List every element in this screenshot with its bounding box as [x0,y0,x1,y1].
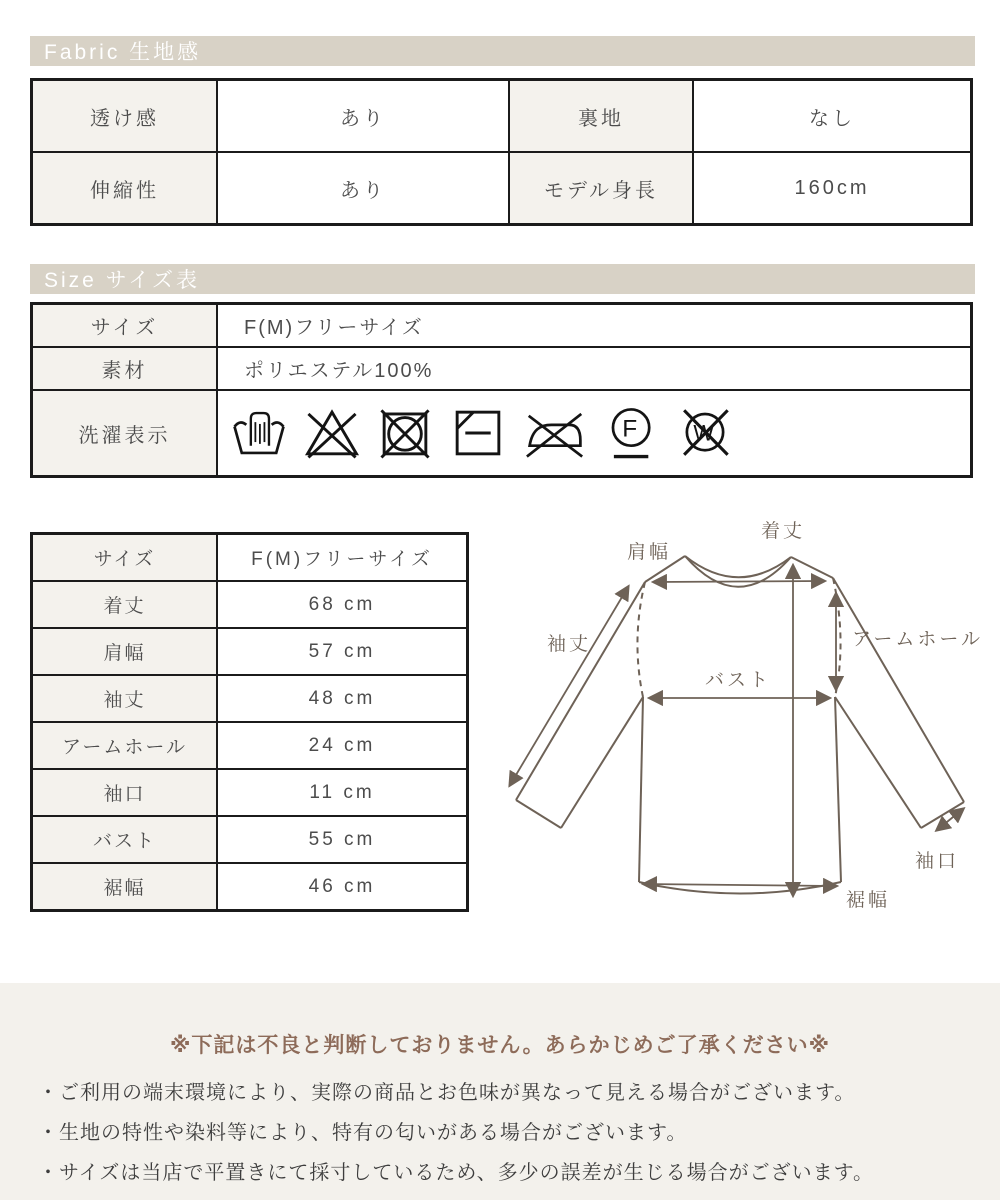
fabric-section-title: Fabric 生地感 [44,41,202,64]
size-info-table [30,302,973,478]
do-not-tumble-dry-icon [376,404,434,462]
diagram-label-bust: バスト [704,670,772,691]
material-value: ポリエステル100% [217,347,972,390]
meas-label-cuff: 袖口 [32,769,218,816]
material-label: 素材 [32,347,218,390]
diagram-label-length: 着丈 [760,521,806,542]
meas-value-cuff: 11 cm [217,769,468,816]
disclaimer-heading: ※下記は不良と判断しておりません。あらかじめご了承ください※ [169,1034,831,1057]
meas-value-sleeve: 48 cm [217,675,468,722]
do-not-bleach-icon [303,404,361,462]
do-not-iron-icon [522,404,588,462]
size-value: F(M)フリーサイズ [217,304,972,348]
fabric-value-model-height: 160cm [693,152,972,225]
size-section-header [30,264,975,294]
care-icons-row [218,402,970,464]
meas-label-length: 着丈 [32,581,218,628]
table-row [32,816,468,863]
disclaimer-list [38,1073,978,1193]
meas-label-shoulder: 肩幅 [32,628,218,675]
care-label: 洗濯表示 [32,390,218,477]
size-section-title: Size サイズ表 [44,269,201,292]
meas-value-bust: 55 cm [217,816,468,863]
measure-arrows [510,566,963,895]
meas-value-hem: 46 cm [217,863,468,911]
meas-label-hem: 裾幅 [32,863,218,911]
fabric-label-sheerness: 透け感 [32,80,218,153]
dry-clean-F-glyph: F [622,415,640,443]
disclaimer-section [0,983,1000,1200]
meas-label-sleeve: 袖丈 [32,675,218,722]
fabric-label-model-height: モデル身長 [509,152,693,225]
table-row [32,534,468,582]
wet-clean-W-glyph: W [693,420,717,446]
fabric-table [30,78,973,226]
dry-clean-gentle-icon [603,402,661,464]
table-row [32,863,468,911]
hand-wash-icon [230,404,288,462]
fabric-value-lining: なし [693,80,972,153]
meas-value-length: 68 cm [217,581,468,628]
meas-value-shoulder: 57 cm [217,628,468,675]
table-row [32,722,468,769]
fabric-value-stretch: あり [217,152,509,225]
care-symbols-cell [217,390,972,477]
list-item: ・サイズは当店で平置きにて採寸しているため、多少の誤差が生じる場合がございます。 [38,1162,874,1184]
fabric-section-header [30,36,975,66]
table-row [32,80,972,153]
garment-diagram [478,505,1000,950]
meas-value-armhole: 24 cm [217,722,468,769]
meas-label-size: サイズ [32,534,218,582]
dry-flat-in-shade-icon [449,404,507,462]
diagram-label-cuff: 袖口 [914,851,960,872]
table-row [32,675,468,722]
list-item: ・ご利用の端末環境により、実際の商品とお色味が異なって見える場合がございます。 [38,1082,856,1104]
measurement-table [30,532,469,912]
diagram-label-sleeve: 袖丈 [546,634,592,655]
size-label: サイズ [32,304,218,348]
table-row [32,152,972,225]
table-row [32,581,468,628]
table-row [32,304,972,348]
do-not-wet-clean-icon [676,404,734,462]
fabric-label-lining: 裏地 [509,80,693,153]
list-item: ・生地の特性や染料等により、特有の匂いがある場合がございます。 [38,1122,688,1144]
diagram-label-shoulder: 肩幅 [626,542,672,563]
meas-value-size: F(M)フリーサイズ [217,534,468,582]
meas-label-armhole: アームホール [32,722,218,769]
table-row [32,769,468,816]
diagram-label-hem: 裾幅 [846,890,891,911]
diagram-label-armhole: アームホール [852,629,984,650]
table-row [32,628,468,675]
fabric-value-sheerness: あり [217,80,509,153]
table-row [32,390,972,477]
meas-label-bust: バスト [32,816,218,863]
table-row [32,347,972,390]
garment-diagram-svg [478,505,1000,950]
fabric-label-stretch: 伸縮性 [32,152,218,225]
garment-outline [516,556,964,894]
